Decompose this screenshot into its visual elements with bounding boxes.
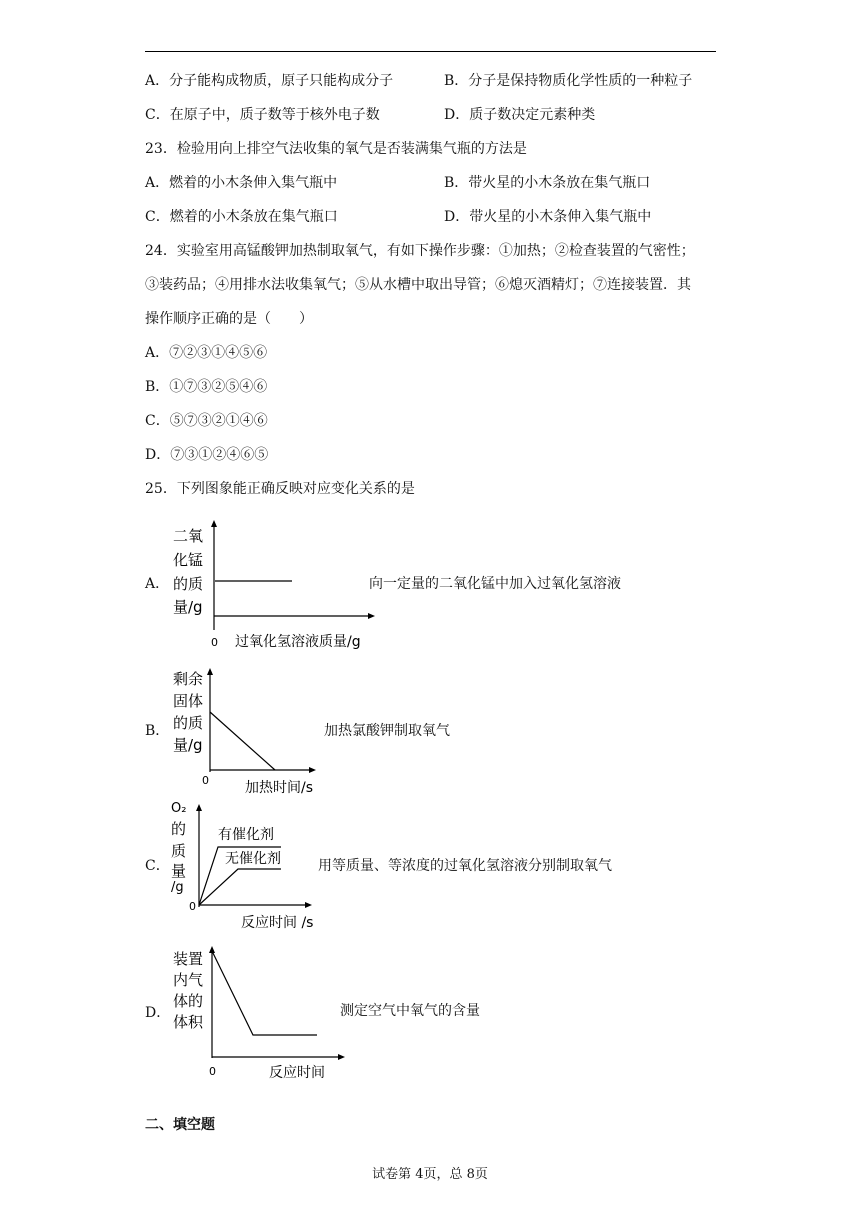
q22-option-c: C．在原子中，质子数等于核外电子数 — [145, 107, 380, 123]
graph-c-y-arrow — [196, 804, 202, 811]
graph-c-series-1-label: 有催化剂 — [218, 827, 274, 843]
q24-stem-line-1: 24．实验室用高锰酸钾加热制取氧气，有如下操作步骤：①加热；②检查装置的气密性； — [145, 243, 695, 259]
q24-option-d: D．⑦③①②④⑥⑤ — [145, 447, 269, 463]
q24-stem-line-3: 操作顺序正确的是（ ） — [145, 311, 313, 327]
q25-graph-b — [165, 664, 335, 799]
graph-a-ylabel-3: 的质 — [173, 575, 204, 593]
graph-c-ylabel-1: O₂ — [171, 801, 187, 816]
q22-option-b: B．分子是保持物质化学性质的一种粒子 — [444, 73, 693, 89]
graph-c-ylabel-3: 质 — [171, 842, 187, 860]
q25-stem: 25．下列图象能正确反映对应变化关系的是 — [145, 481, 415, 497]
graph-b-origin: 0 — [202, 774, 209, 787]
graph-a-ylabel-1: 二氧 — [173, 527, 204, 545]
graph-a-ylabel-2: 化锰 — [173, 551, 204, 569]
graph-c-x-arrow — [305, 902, 312, 908]
graph-d-x-arrow — [338, 1054, 345, 1060]
q24-option-a: A．⑦②③①④⑤⑥ — [145, 345, 268, 361]
graph-b-x-arrow — [309, 767, 316, 773]
graph-c-curve-without-catalyst — [199, 869, 281, 905]
q24-option-b: B．①⑦③②⑤④⑥ — [145, 379, 268, 395]
graph-b-xlabel: 加热时间/s — [245, 780, 314, 796]
graph-b-ylabel-4: 量/g — [173, 736, 203, 754]
q25-a-description: 向一定量的二氧化锰中加入过氧化氢溶液 — [369, 576, 621, 592]
q25-c-letter: C． — [145, 858, 170, 874]
graph-a-x-arrow — [368, 613, 375, 619]
q25-b-description: 加热氯酸钾制取氧气 — [324, 723, 450, 739]
q25-d-description: 测定空气中氧气的含量 — [340, 1003, 480, 1019]
q22-option-a: A．分子能构成物质，原子只能构成分子 — [145, 73, 394, 89]
graph-c-origin: 0 — [189, 900, 196, 913]
graph-b-ylabel-1: 剩余 — [173, 670, 204, 688]
graph-a-y-arrow — [211, 520, 217, 527]
graph-d-origin: 0 — [209, 1065, 216, 1078]
graph-b-curve — [210, 712, 275, 770]
graph-d-ylabel-2: 内气 — [173, 971, 204, 989]
q25-a-letter: A． — [145, 576, 170, 592]
q24-option-c: C．⑤⑦③②①④⑥ — [145, 413, 268, 429]
graph-b-ylabel-2: 固体 — [173, 692, 204, 710]
graph-c-ylabel-4: 量 — [171, 862, 187, 880]
q25-b-letter: B． — [145, 723, 170, 739]
graph-c-ylabel-2: 的 — [171, 820, 187, 838]
q23-option-d: D．带火星的小木条伸入集气瓶中 — [444, 209, 652, 225]
graph-c-ylabel-5: /g — [171, 880, 184, 895]
section-title: 二、填空题 — [145, 1117, 215, 1133]
q25-c-description: 用等质量、等浓度的过氧化氢溶液分别制取氧气 — [318, 858, 612, 874]
q23-option-c: C．燃着的小木条放在集气瓶口 — [145, 209, 338, 225]
graph-d-ylabel-3: 体的 — [173, 992, 204, 1010]
graph-a-origin: 0 — [211, 636, 218, 649]
graph-c-series-2-label: 无催化剂 — [225, 851, 281, 867]
graph-d-curve — [212, 951, 317, 1035]
graph-a-xlabel: 过氧化氢溶液质量/g — [235, 634, 361, 650]
graph-b-ylabel-3: 的质 — [173, 714, 204, 732]
q23-option-a: A．燃着的小木条伸入集气瓶中 — [145, 175, 338, 191]
graph-d-xlabel: 反应时间 — [269, 1065, 325, 1081]
graph-d-ylabel-4: 体积 — [173, 1013, 204, 1031]
graph-c-xlabel: 反应时间 /s — [241, 915, 314, 931]
q22-option-d: D．质子数决定元素种类 — [444, 107, 596, 123]
q25-d-letter: D． — [145, 1005, 171, 1021]
page-footer: 试卷第 4页，总 8页 — [372, 1167, 488, 1182]
q25-graph-c — [165, 797, 335, 937]
graph-d-ylabel-1: 装置 — [173, 950, 204, 968]
q25-graph-a — [165, 518, 385, 653]
q24-stem-line-2: ③装药品；④用排水法收集氧气；⑤从水槽中取出导管；⑥熄灭酒精灯；⑦连接装置．其 — [145, 277, 691, 293]
graph-b-y-arrow — [207, 668, 213, 675]
header-rule — [145, 51, 716, 52]
q23-option-b: B．带火星的小木条放在集气瓶口 — [444, 175, 651, 191]
q23-stem: 23．检验用向上排空气法收集的氧气是否装满集气瓶的方法是 — [145, 141, 527, 157]
graph-a-ylabel-4: 量/g — [173, 598, 203, 616]
q25-graph-d — [165, 940, 355, 1085]
